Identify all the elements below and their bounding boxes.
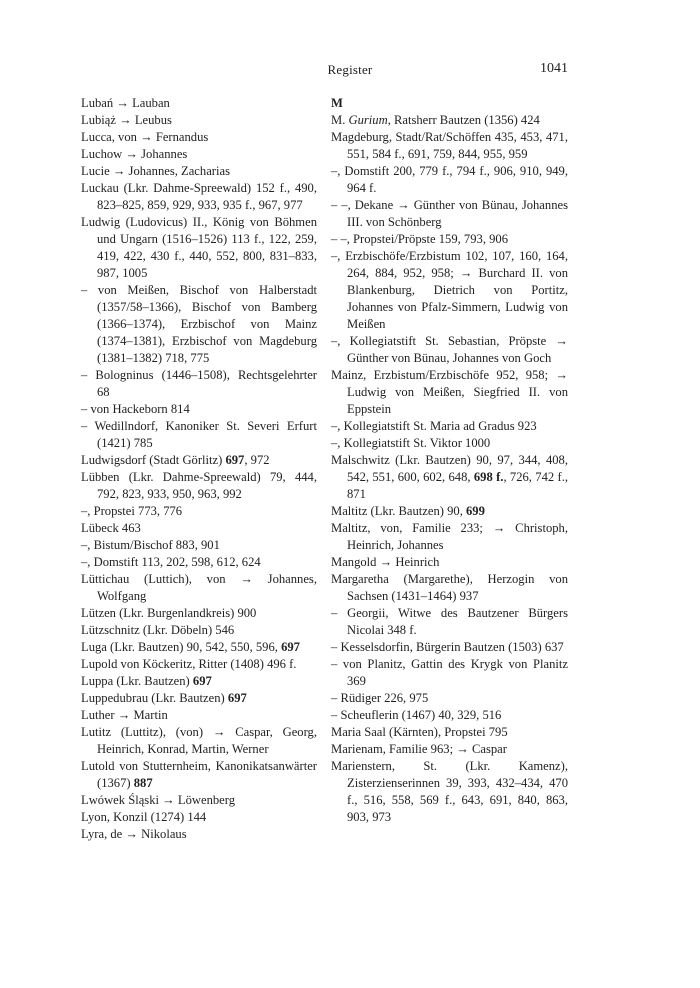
entry-text: Lützschnitz (Lkr. Döbeln) 546 — [81, 623, 235, 637]
index-entry — [331, 163, 568, 197]
index-entry — [331, 333, 568, 367]
index-entry — [81, 401, 317, 418]
entry-text: Mainz, Erzbistum/Erzbischöfe 952, 958; → Ludwig von Meißen, Siegfried II. von Eppstein — [331, 368, 568, 416]
entry-text: – –, Propstei/Pröpste 159, 793, 906 — [331, 232, 509, 246]
index-column-right — [331, 95, 568, 826]
index-entry — [81, 282, 317, 367]
index-entry — [331, 656, 568, 690]
index-entry — [331, 452, 568, 503]
bold-page-ref: 698 f. — [473, 470, 504, 484]
entry-text: – Wedillndorf, Kanoniker St. Severi Erfurt (1421) 785 — [81, 419, 317, 450]
entry-text: Lutold von Stutternheim, Kanonikatsanwärter (1367) — [81, 759, 317, 790]
index-entry — [81, 826, 317, 843]
entry-text: Ludwigsdorf (Stadt Görlitz) — [81, 453, 226, 467]
entry-text: – Scheuflerin (1467) 40, 329, 516 — [331, 708, 502, 722]
index-entry — [81, 146, 317, 163]
entry-text: – von Meißen, Bischof von Halberstadt (1357/58–1366), Bischof von Bamberg (1366–1374), Erzbischof von Mainz (1374–1381), Erzbischof von Magdeburg (1381–1382) 718, 775 — [81, 283, 317, 365]
entry-text: Luga (Lkr. Bautzen) 90, 542, 550, 596, — [81, 640, 282, 654]
index-entry — [81, 554, 317, 571]
index-entry — [331, 112, 568, 129]
entry-text: Lwówek Śląski → Löwenberg — [81, 793, 236, 807]
entry-text: Lyon, Konzil (1274) 144 — [81, 810, 207, 824]
entry-text: Mangold → Heinrich — [331, 555, 440, 569]
index-entry — [81, 571, 317, 605]
entry-text: –, Domstift 200, 779 f., 794 f., 906, 910, 949, 964 f. — [331, 164, 568, 195]
index-entry — [81, 418, 317, 452]
entry-text: – Bologninus (1446–1508), Rechtsgelehrter 68 — [81, 368, 317, 399]
entry-text: –, Domstift 113, 202, 598, 612, 624 — [81, 555, 261, 569]
index-entry — [81, 95, 317, 112]
index-entry — [331, 520, 568, 554]
index-entry — [81, 163, 317, 180]
entry-text: Lubań → Lauban — [81, 96, 170, 110]
index-entry — [81, 367, 317, 401]
entry-text: M. — [331, 113, 349, 127]
index-entry — [331, 367, 568, 418]
entry-text: Magdeburg, Stadt/Rat/Schöffen 435, 453, 471, 551, 584 f., 691, 759, 844, 955, 959 — [331, 130, 568, 161]
bold-page-ref: 697 — [281, 640, 300, 654]
entry-text: Maltitz, von, Familie 233; → Christoph, Heinrich, Johannes — [331, 521, 568, 552]
index-entry — [331, 231, 568, 248]
index-entry — [81, 622, 317, 639]
bold-page-ref: 697 — [225, 453, 245, 467]
entry-text: –, Propstei 773, 776 — [81, 504, 183, 518]
bold-page-ref: 697 — [227, 691, 247, 705]
entry-text: Luther → Martin — [81, 708, 168, 722]
entry-text: Lucca, von → Fernandus — [81, 130, 209, 144]
entry-text: Ludwig (Ludovicus) II., König von Böhmen und Ungarn (1516–1526) 113 f., 122, 259, 419, 422, 430 f., 440, 552, 800, 831–833, 987, 1005 — [81, 215, 317, 280]
entry-text: Lübeck 463 — [81, 521, 141, 535]
index-entry — [81, 214, 317, 282]
index-entry — [81, 758, 317, 792]
index-entry — [331, 724, 568, 741]
entry-text: –, Kollegiatstift St. Maria ad Gradus 923 — [331, 419, 537, 433]
index-entry — [81, 520, 317, 537]
index-entry — [81, 639, 317, 656]
index-entry — [331, 571, 568, 605]
italic-text: Gurium — [348, 113, 388, 127]
entry-text: – Rüdiger 226, 975 — [331, 691, 429, 705]
entry-text: –, Bistum/Bischof 883, 901 — [81, 538, 220, 552]
index-entry — [331, 707, 568, 724]
index-entry — [81, 605, 317, 622]
entry-text: – Georgii, Witwe des Bautzener Bürgers Nicolai 348 f. — [331, 606, 568, 637]
index-entry — [81, 707, 317, 724]
entry-text: Luppa (Lkr. Bautzen) — [81, 674, 193, 688]
index-entry — [331, 554, 568, 571]
index-column-left — [81, 95, 317, 843]
index-entry — [81, 690, 317, 707]
entry-text: , 972 — [244, 453, 270, 467]
entry-text: – Kesselsdorfin, Bürgerin Bautzen (1503) 637 — [331, 640, 564, 654]
index-entry — [81, 452, 317, 469]
entry-text: M — [331, 96, 343, 110]
entry-text: Lubiąż → Leubus — [81, 113, 172, 127]
index-entry — [331, 197, 568, 231]
entry-text: Luckau (Lkr. Dahme-Spreewald) 152 f., 490, 823–825, 859, 929, 933, 935 f., 967, 977 — [81, 181, 317, 212]
entry-text: Lutitz (Luttitz), (von) → Caspar, Georg, Heinrich, Konrad, Martin, Werner — [81, 725, 317, 756]
index-entry — [81, 112, 317, 129]
entry-text: –, Kollegiatstift St. Viktor 1000 — [331, 436, 491, 450]
index-entry — [81, 503, 317, 520]
index-entry — [331, 503, 568, 520]
entry-text: , Ratsherr Bautzen (1356) 424 — [387, 113, 540, 127]
entry-text: Lüttichau (Luttich), von → Johannes, Wolfgang — [81, 572, 317, 603]
entry-text: Lützen (Lkr. Burgenlandkreis) 900 — [81, 606, 257, 620]
entry-text: Lyra, de → Nikolaus — [81, 827, 187, 841]
index-entry — [331, 605, 568, 639]
bold-page-ref: 699 — [466, 504, 485, 518]
index-entry — [81, 469, 317, 503]
entry-text: Lupold von Köckeritz, Ritter (1408) 496 f. — [81, 657, 297, 671]
running-head: Register — [327, 62, 373, 77]
page-number: 1041 — [540, 61, 568, 76]
index-entry — [331, 758, 568, 826]
entry-text: –, Erzbischöfe/Erzbistum 102, 107, 160, 164, 264, 884, 952, 958; → Burchard II. von Blankenburg, Dietrich von Portitz, Johannes von Pfalz-Simmern, Ludwig von Meißen — [331, 249, 568, 331]
index-entry — [331, 418, 568, 435]
index-entry — [81, 129, 317, 146]
bold-page-ref: 887 — [133, 776, 153, 790]
index-entry — [81, 673, 317, 690]
index-entry — [331, 435, 568, 452]
index-entry — [331, 741, 568, 758]
index-entry — [331, 129, 568, 163]
index-entry — [81, 656, 317, 673]
index-entry — [81, 809, 317, 826]
entry-text: Lucie → Johannes, Zacharias — [81, 164, 230, 178]
entry-text: –, Kollegiatstift St. Sebastian, Pröpste → Günther von Bünau, Johannes von Goch — [331, 334, 568, 365]
entry-text: Marienstern, St. (Lkr. Kamenz), Zisterzienserinnen 39, 393, 432–434, 470 f., 516, 558, 569 f., 643, 691, 840, 863, 903, 973 — [331, 759, 568, 824]
index-entry — [81, 180, 317, 214]
entry-text: – von Hackeborn 814 — [81, 402, 190, 416]
entry-text: , 726, 742 f., 871 — [347, 470, 569, 501]
index-entry — [81, 792, 317, 809]
entry-text: Margaretha (Margarethe), Herzogin von Sachsen (1431–1464) 937 — [331, 572, 568, 603]
index-entry — [81, 724, 317, 758]
entry-text: Marienam, Familie 963; → Caspar — [331, 742, 507, 756]
entry-text: Maria Saal (Kärnten), Propstei 795 — [331, 725, 508, 739]
index-entry — [331, 639, 568, 656]
entry-text: Maltitz (Lkr. Bautzen) 90, — [331, 504, 466, 518]
entry-text: Luppedubrau (Lkr. Bautzen) — [81, 691, 228, 705]
entry-text: – –, Dekane → Günther von Bünau, Johannes III. von Schönberg — [331, 198, 568, 229]
entry-text: Luchow → Johannes — [81, 147, 188, 161]
index-entry — [81, 537, 317, 554]
bold-page-ref: 697 — [192, 674, 212, 688]
entry-text: Lübben (Lkr. Dahme-Spreewald) 79, 444, 792, 823, 933, 950, 963, 992 — [81, 470, 317, 501]
section-letter — [331, 95, 568, 112]
index-entry — [331, 690, 568, 707]
index-entry — [331, 248, 568, 333]
entry-text: – von Planitz, Gattin des Krygk von Planitz 369 — [331, 657, 568, 688]
entry-text: Malschwitz (Lkr. Bautzen) 90, 97, 344, 408, 542, 551, 600, 602, 648, — [331, 453, 568, 484]
